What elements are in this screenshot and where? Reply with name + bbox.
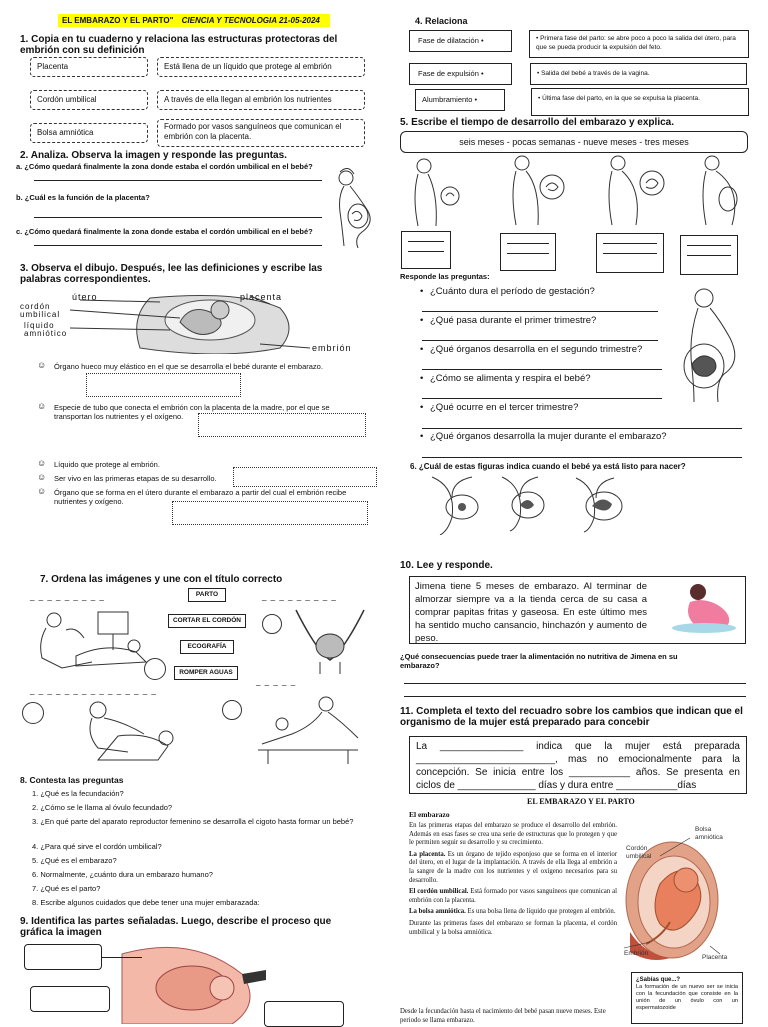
q7-circle-3[interactable] xyxy=(22,702,44,724)
q3-label-embrion: embrión xyxy=(312,343,352,353)
q5-question: • ¿Qué órganos desarrolla en el segundo trimestre? xyxy=(418,335,718,364)
info-fig-label-cordon: Cordón umbilical xyxy=(626,845,652,860)
q7-label-romper: ROMPER AGUAS xyxy=(174,666,238,680)
q8-title: 8. Contesta las preguntas xyxy=(20,775,124,785)
fetus-stage-figure-2 xyxy=(492,473,556,533)
q5-options-box: seis meses - pocas semanas - nueve meses - tres meses xyxy=(400,131,748,153)
q1-def-text: Está llena de un líquido que protege al embrión xyxy=(164,62,332,71)
info-term-bolsa: La bolsa amniótica. xyxy=(409,908,466,916)
info-paragraph-1: En las primeras etapas del embarazo se produce el desarrollo del embrión. Además en esas fases se crea una serie de estructuras que lo protegen y que le permiten seguir su desarrollo y su crecimiento. xyxy=(409,822,617,847)
q5-answer-box-1[interactable] xyxy=(401,231,451,269)
q8-question-4: 4. ¿Para qué sirve el cordón umbilical? xyxy=(32,842,162,851)
fetus-birth-illustration xyxy=(112,944,270,1024)
q5-answer-box-3[interactable] xyxy=(596,233,664,273)
q10-answer-line[interactable] xyxy=(404,696,746,697)
did-you-know-box xyxy=(631,972,743,1024)
info-paragraph-5: Durante las primeras fases del embarazo se forman la placenta, el cordón umbilical y la bolsa amniótica. xyxy=(409,919,617,936)
q3-answer-box-4[interactable] xyxy=(172,501,368,525)
q5-answer-line[interactable] xyxy=(422,428,742,429)
q7-blank-2[interactable]: _ _ _ _ _ _ _ _ _ xyxy=(262,592,337,601)
info-paragraph-4 xyxy=(409,908,617,917)
info-text-block xyxy=(409,822,617,940)
q5-answer-line[interactable] xyxy=(422,311,658,312)
did-you-know-title: ¿Sabías que...? xyxy=(636,977,681,983)
did-you-know-text: La formación de un nuevo ser se inicia con la fecundación que consiste en la unión de un óvulo con un espermatozoide xyxy=(636,984,738,1011)
q9-answer-box-2[interactable] xyxy=(30,986,110,1012)
info-term-cordon: El cordón umbilical. xyxy=(409,888,469,896)
q1-term-text: Bolsa amniótica xyxy=(37,128,94,137)
q5-answer-line[interactable] xyxy=(422,398,662,399)
q7-label-cortar: CORTAR EL CORDÓN xyxy=(168,614,246,628)
q5-question: • ¿Qué órganos desarrolla la mujer durante el embarazo? xyxy=(418,422,718,451)
q5-answer-box-4[interactable] xyxy=(680,235,738,275)
q7-label-parto: PARTO xyxy=(188,588,226,602)
q1-term-text: Cordón umbilical xyxy=(37,95,97,104)
fetus-stage-figure-1 xyxy=(422,473,492,535)
q1-term-3 xyxy=(30,123,148,143)
info-fig-label-embrion: Embrión xyxy=(624,950,649,957)
q9-answer-box-1[interactable] xyxy=(24,944,102,970)
q8-question-5: 5. ¿Qué es el embarazo? xyxy=(32,856,117,865)
pregnancy-stage-1-illustration xyxy=(404,156,470,228)
pregnancy-stage-2-illustration xyxy=(500,153,570,227)
birth-canal-illustration xyxy=(290,606,370,676)
q4-desc-2: • Salida del bebé a través de la vagina. xyxy=(530,63,747,85)
q3-def-5: Órgano que se forma en el útero durante el embarazo a partir del cual el embrión recibe nutrientes y oxígeno. xyxy=(54,488,347,506)
q6-title: 6. ¿Cuál de estas figuras indica cuando el bebé ya está listo para nacer? xyxy=(410,462,686,471)
header-subject: CIENCIA Y TECNOLOGIA 21-05-2024 xyxy=(181,16,320,25)
q8-question-2: 2. ¿Cómo se le llama al óvulo fecundado? xyxy=(32,803,173,812)
q11-fill-box[interactable] xyxy=(409,736,747,794)
q2-question-a: a. ¿Cómo quedará finalmente la zona donde estaba el cordón umbilical en el bebé? xyxy=(16,162,313,171)
q5-title: 5. Escribe el tiempo de desarrollo del embarazo y explica. xyxy=(400,117,674,128)
q4-desc-1: • Primera fase del parto: se abre poco a poco la salida del útero, para que se pueda producir la expulsión del feto. xyxy=(529,30,749,58)
q7-blank-1[interactable]: _ _ _ _ _ _ _ _ _ xyxy=(30,592,105,601)
q4-phase-1: Fase de dilatación • xyxy=(409,30,512,52)
pregnant-woman-side-illustration xyxy=(674,286,746,402)
smiley-icon: ☺ xyxy=(37,458,47,468)
q7-circle-2[interactable] xyxy=(262,614,282,634)
info-paragraph-3 xyxy=(409,888,617,905)
q5-answer-line[interactable] xyxy=(422,457,742,458)
q1-def-2 xyxy=(157,90,365,110)
q3-label-utero: útero xyxy=(72,292,98,302)
q10-title: 10. Lee y responde. xyxy=(400,560,493,571)
smiley-icon: ☺ xyxy=(37,486,47,496)
q1-def-text: Formado por vasos sanguíneos que comunican el embrión con la placenta. xyxy=(164,122,342,141)
q8-question-6: 6. Normalmente, ¿cuánto dura un embarazo humano? xyxy=(32,870,213,879)
q3-label-placenta: placenta xyxy=(240,292,283,302)
q1-def-3 xyxy=(157,119,365,147)
q2-answer-line-c[interactable] xyxy=(34,245,322,246)
q3-def-3: Líquido que protege al embrión. xyxy=(54,460,160,469)
embryo-illustration xyxy=(620,822,746,968)
q4-phase-3: Alumbramiento • xyxy=(415,89,505,111)
q5-question: • ¿Cuánto dura el período de gestación? xyxy=(418,277,718,306)
q8-question-7: 7. ¿Qué es el parto? xyxy=(32,884,101,893)
q3-title: 3. Observa el dibujo. Después, lee las definiciones y escribe las palabras correspondientes. xyxy=(20,263,323,285)
q1-term-2 xyxy=(30,90,148,110)
q4-desc-3: • Última fase del parto, en la que se expulsa la placenta. xyxy=(531,88,749,116)
q9-pointer-line xyxy=(102,957,142,958)
q5-answer-box-2[interactable] xyxy=(500,233,556,271)
uterus-diagram xyxy=(20,288,360,354)
q2-answer-line-b[interactable] xyxy=(34,217,322,218)
nurse-baby-illustration xyxy=(48,696,198,768)
girl-eating-illustration xyxy=(668,580,744,634)
info-fig-label-bolsa: Bolsa amniótica xyxy=(695,826,723,841)
q2-title: 2. Analiza. Observa la imagen y responde las preguntas. xyxy=(20,150,287,161)
smiley-icon: ☺ xyxy=(37,472,47,482)
q1-def-text: A través de ella llegan al embrión los nutrientes xyxy=(164,95,332,104)
q10-answer-line[interactable] xyxy=(404,683,746,684)
q7-title: 7. Ordena las imágenes y une con el título correcto xyxy=(40,574,283,585)
info-paragraph-6: Desde la fecundación hasta el nacimiento del bebé pasan nueve meses. Este periodo se llama embarazo. xyxy=(400,1008,606,1024)
q3-label-cordon: cordón umbilical xyxy=(20,302,61,319)
info-text: Es una bolsa llena de líquido que protegen al embrión. xyxy=(465,908,616,916)
q5-answer-line[interactable] xyxy=(422,340,658,341)
q5-question: • ¿Qué ocurre en el tercer trimestre? xyxy=(418,393,718,422)
q5-question-list xyxy=(418,277,718,451)
info-text: Está formado por vasos sanguíneos que comunican al embrión con la placenta. xyxy=(409,888,617,904)
q4-phase-2: Fase de expulsión • xyxy=(409,63,512,85)
q3-def-4: Ser vivo en las primeras etapas de su desarrollo. xyxy=(54,474,217,483)
header-title: EL EMBARAZO Y EL PARTO" xyxy=(62,16,174,25)
q10-story-text: Jimena tiene 5 meses de embarazo. Al terminar de almorzar siempre va a la tienda cerca de su casa a comprar papitas fritas y gaseosa. En este último mes ha sentido mucho cansancio, hinchazón y aumento de peso. xyxy=(415,581,647,644)
q10-question: ¿Qué consecuencias puede traer la alimentación no nutritiva de Jimena en su embarazo? xyxy=(400,652,678,670)
q3-answer-box-1[interactable] xyxy=(86,373,241,397)
pregnant-woman-illustration xyxy=(326,166,376,248)
q3-answer-box-2[interactable] xyxy=(198,413,366,437)
smiley-icon: ☺ xyxy=(37,360,47,370)
ultrasound-scene-illustration xyxy=(26,606,152,676)
info-subheading: El embarazo xyxy=(409,810,450,819)
q8-question-8: 8. Escribe algunos cuidados que debe tener una mujer embarazada: xyxy=(32,898,260,907)
header-bar xyxy=(58,14,330,27)
q1-term-1 xyxy=(30,57,148,77)
info-fig-label-placenta: Placenta xyxy=(702,954,728,961)
q3-def-1: Órgano hueco muy elástico en el que se desarrolla el bebé durante el embarazo. xyxy=(54,362,323,371)
q3-label-liquido: líquido amniótico xyxy=(24,321,68,338)
q2-question-c: c. ¿Cómo quedará finalmente la zona donde estaba el cordón umbilical en el bebé? xyxy=(16,227,313,236)
info-paragraph-2 xyxy=(409,851,617,885)
q2-answer-line-a[interactable] xyxy=(34,180,322,181)
smiley-icon: ☺ xyxy=(37,401,47,411)
fetus-stage-figure-3 xyxy=(566,474,634,534)
q7-circle-1[interactable] xyxy=(144,658,166,680)
q5-question: • ¿Cómo se alimenta y respira el bebé? xyxy=(418,364,718,393)
q11-title: 11. Completa el texto del recuadro sobre los cambios que indican que el organismo de la mujer está preparado para concebir xyxy=(400,706,743,728)
pregnancy-stage-4-illustration xyxy=(692,153,752,227)
q1-title: 1. Copia en tu cuaderno y relaciona las estructuras protectoras del embrión con su definición xyxy=(20,34,338,56)
q11-fill-text: La _______________ indica que la mujer está preparada _________________________, mas no emocionalmente para la concepción. Se inicia entre los ___________ años. Se presenta en ciclos de ______________ días y dura entre ___________días xyxy=(416,741,740,791)
q5-question: • ¿Qué pasa durante el primer trimestre? xyxy=(418,306,718,335)
q9-answer-box-3[interactable] xyxy=(264,1001,344,1027)
q1-term-text: Placenta xyxy=(37,62,69,71)
q3-def-2: Especie de tubo que conecta el embrión con la placenta de la madre, por el que se transportan los nutrientes y el oxígeno. xyxy=(54,403,330,421)
q3-answer-box-3[interactable] xyxy=(233,467,377,487)
info-text: Es un órgano de tejido esponjoso que se forma en el interior del útero, en el lugar de la implantación. A través de ella llega al embrión a la sangre de la madre con los nutrientes y el oxígeno necesarios para su desarrollo. xyxy=(409,850,617,884)
info-heading: EL EMBARAZO Y EL PARTO xyxy=(527,797,635,806)
q7-blank-3[interactable]: _ _ _ _ _ _ _ _ _ _ _ _ _ _ _ xyxy=(30,686,157,695)
q5-respond-label: Responde las preguntas: xyxy=(400,272,490,281)
q1-def-1 xyxy=(157,57,365,77)
q8-question-1: 1. ¿Qué es la fecundación? xyxy=(32,789,124,798)
q8-question-3: 3. ¿En qué parte del aparato reproductor femenino se desarrolla el cigoto hasta formar un bebé? xyxy=(32,817,354,826)
pregnancy-stage-3-illustration xyxy=(598,153,668,227)
q7-label-ecografia: ECOGRAFÍA xyxy=(180,640,234,654)
q2-question-b: b. ¿Cuál es la función de la placenta? xyxy=(16,193,150,202)
q9-title: 9. Identifica las partes señaladas. Luego, describe el proceso que gráfica la imagen xyxy=(20,916,332,938)
q7-circle-4[interactable] xyxy=(222,700,242,720)
q4-title: 4. Relaciona xyxy=(415,16,468,26)
q7-blank-4[interactable]: _ _ _ _ _ xyxy=(256,677,297,686)
info-term-placenta: La placenta. xyxy=(409,850,446,858)
water-breaking-illustration xyxy=(248,694,372,768)
q5-answer-line[interactable] xyxy=(422,369,662,370)
